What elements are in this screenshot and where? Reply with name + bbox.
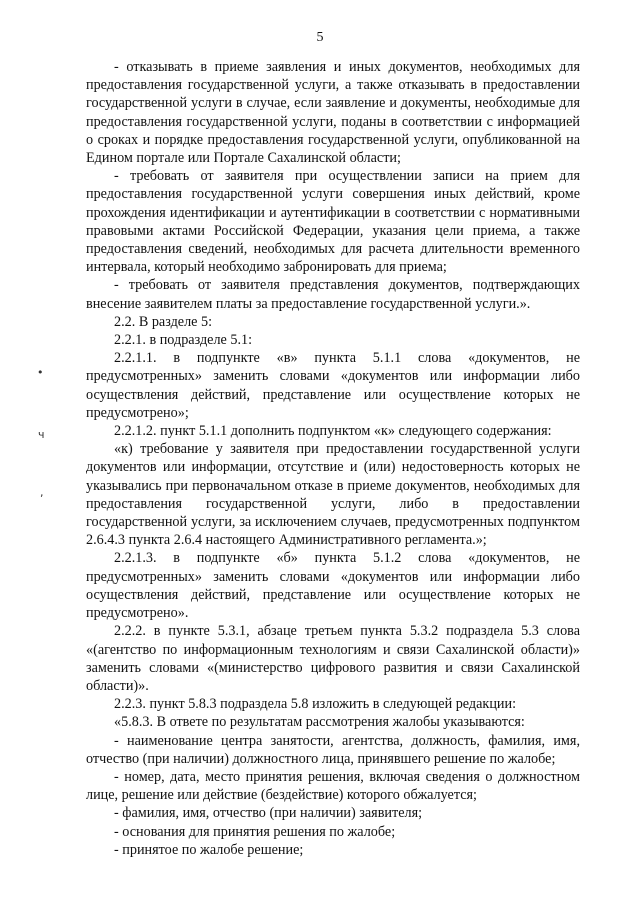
paragraph: - фамилия, имя, отчество (при наличии) заявителя;	[114, 805, 423, 822]
paragraph: 2.2.3. пункт 5.8.3 подраздела 5.8 изложить в следующей редакции:	[114, 696, 517, 713]
paragraph: 2.2.1.3. в подпункте «б» пункта 5.1.2 слова «документов, не предусмотренных» заменить словами «документов или информации либо осуществления действий, представление или осуществление которых не предусмотрено».	[86, 550, 580, 622]
paragraph: - номер, дата, место принятия решения, включая сведения о должностном лице, решение или действие (бездействие) которого обжалуется;	[86, 768, 580, 804]
margin-mark: ч	[38, 428, 45, 441]
paragraph: - отказывать в приеме заявления и иных документов, необходимых для предоставления государственной услуги, а также отказывать в предоставлении государственной услуги в случае, если заявление и документы, необходимые для предоставления государственной услуги, поданы в соответствии с информацией о сроках и порядке предоставления государственной услуги, опубликованной на Едином портале или Портале Сахалинской области;	[86, 59, 580, 167]
paragraph: «5.8.3. В ответе по результатам рассмотрения жалобы указываются:	[114, 714, 525, 731]
paragraph: - основания для принятия решения по жалобе;	[114, 823, 396, 840]
paragraph: 2.2.1.1. в подпункте «в» пункта 5.1.1 слова «документов, не предусмотренных» заменить словами «документов или информации либо осуществления действий, представление или осуществление которых не предусмотрено»;	[86, 350, 580, 421]
page-number: 5	[316, 30, 324, 45]
paragraph: 2.2.2. в пункте 5.3.1, абзаце третьем пункта 5.3.2 подраздела 5.3 слова «(агентство по информационным технологиям и связи Сахалинской области)» заменить словами «(министерство цифрового развития и связи Сахалинской области)».	[86, 623, 580, 694]
margin-mark: •	[37, 366, 44, 379]
paragraph: - наименование центра занятости, агентства, должность, фамилия, имя, отчество (при наличии) должностного лица, принявшего решение по жалобе;	[86, 732, 580, 767]
document-body	[86, 58, 580, 859]
paragraph: 2.2.1. в подразделе 5.1:	[114, 332, 253, 349]
paragraph: 2.2.1.2. пункт 5.1.1 дополнить подпунктом «к» следующего содержания:	[114, 423, 552, 440]
paragraph: - требовать от заявителя представления документов, подтверждающих внесение заявителем платы за предоставление государственной услуги.».	[86, 277, 580, 312]
paragraph: 2.2. В разделе 5:	[114, 313, 213, 330]
paragraph: «к) требование у заявителя при предоставлении государственной услуги документов или информации, отсутствие и (или) недостоверность которых не указывались при первоначальном отказе в приеме документов, необходимых для предоставления государственной услуги, либо в предоставлении государственной услуги, за исключением случаев, предусмотренных подпунктом 2.6.4.3 пункта 2.6.4 настоящего Административного регламента.»;	[86, 441, 580, 549]
margin-mark: ,	[40, 486, 44, 499]
paragraph: - требовать от заявителя при осуществлении записи на прием для предоставления государственной услуги совершения иных действий, кроме прохождения идентификации и аутентификации в соответствии с нормативными правовыми актами Российской Федерации, указания цели приема, а также предоставления сведений, необходимых для расчета длительности временного интервала, который необходимо забронировать для приема;	[86, 168, 580, 276]
paragraph: - принятое по жалобе решение;	[114, 841, 304, 858]
